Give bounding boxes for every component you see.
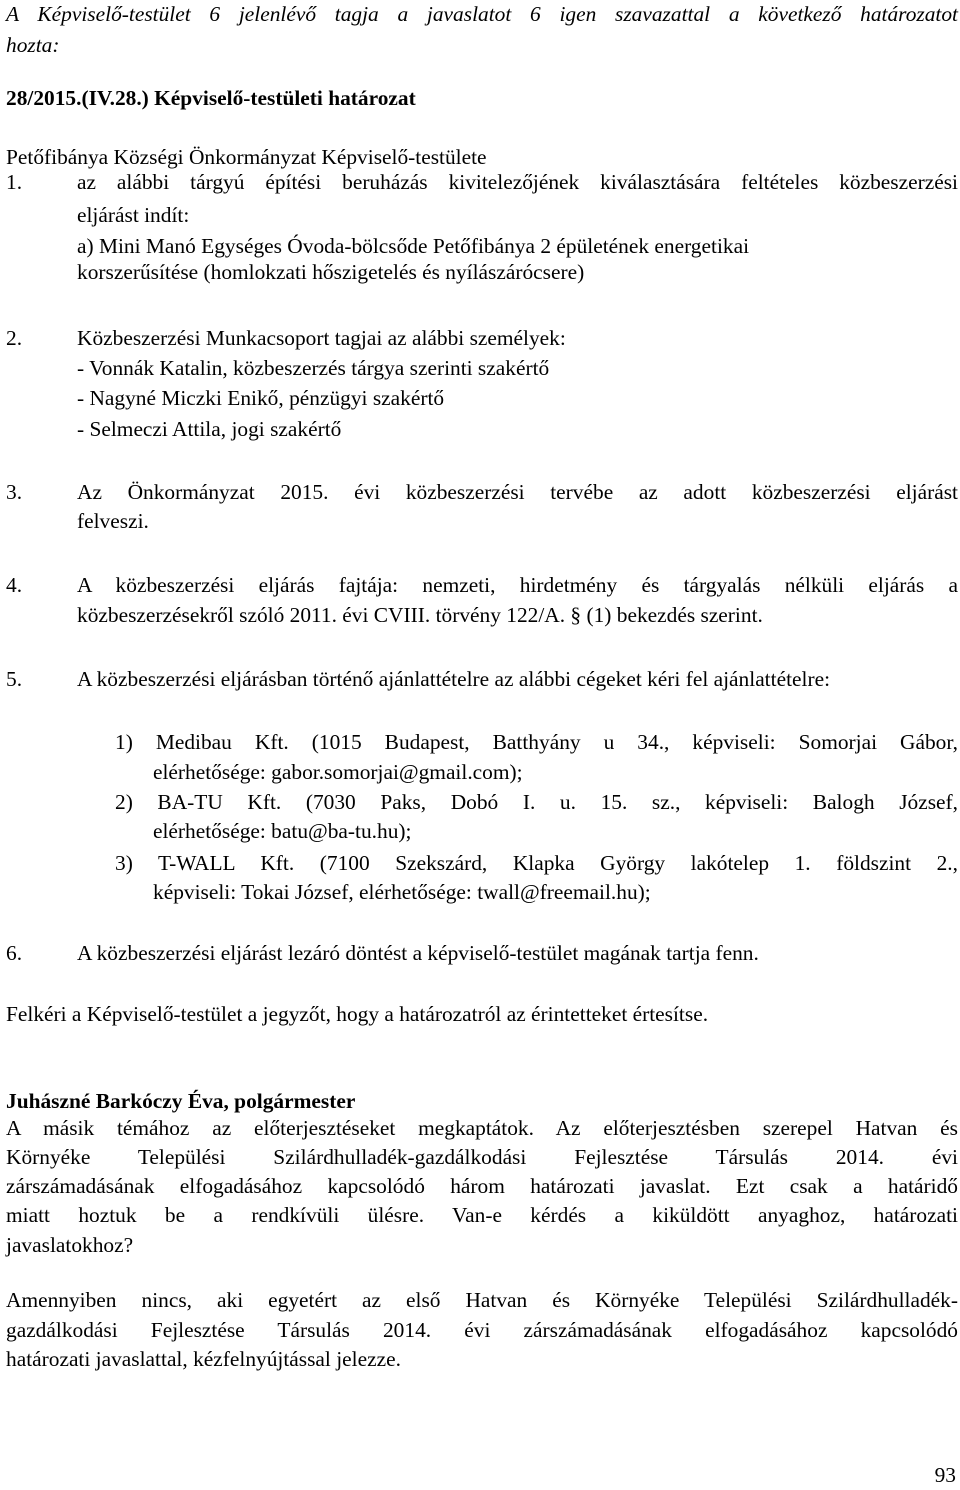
company-2-line-2: elérhetősége: batu@ba-tu.hu); [153, 819, 412, 843]
company-1-line-1: 1) Medibau Kft. (1015 Budapest, Batthyány u 34., képviseli: Somorjai Gábor, [115, 730, 958, 754]
point-5-number: 5. [6, 667, 23, 691]
point-6-number: 6. [6, 941, 23, 965]
point-2-number: 2. [6, 326, 23, 350]
speech-2-line-2: gazdálkodási Fejlesztése Társulás 2014. évi zárszámadásának elfogadásához kapcsolódó [6, 1318, 958, 1342]
point-1-line-1: az alábbi tárgyú építési beruházás kivitelezőjének kiválasztására feltételes közbeszerzési [77, 170, 958, 194]
company-3-line-2: képviseli: Tokai József, elérhetősége: twall@freemail.hu); [153, 880, 651, 904]
point-2-line-1: Közbeszerzési Munkacsoport tagjai az alábbi személyek: [77, 326, 566, 350]
speech-2-line-3: határozati javaslattal, kézfelnyújtással jelezze. [6, 1347, 401, 1371]
speech-2-line-1: Amennyiben nincs, aki egyetért az első Hatvan és Környéke Települési Szilárdhulladék- [6, 1288, 958, 1312]
point-3-line-2: felveszi. [77, 509, 149, 533]
company-3-line-1: 3) T-WALL Kft. (7100 Szekszárd, Klapka György lakótelep 1. földszint 2., [115, 851, 958, 875]
resolution-title: 28/2015.(IV.28.) Képviselő-testületi határozat [6, 86, 416, 110]
page-number: 93 [934, 1463, 956, 1487]
point-6-line-1: A közbeszerzési eljárást lezáró döntést a képviselő-testület magának tartja fenn. [77, 941, 759, 965]
body-name: Petőfibánya Községi Önkormányzat Képviselő-testülete [6, 145, 487, 169]
point-1-line-4: korszerűsítése (homlokzati hőszigetelés és nyílászárócsere) [77, 260, 585, 284]
point-4-line-2: közbeszerzésekről szóló 2011. évi CVIII. törvény 122/A. § (1) bekezdés szerint. [77, 603, 763, 627]
speech-1-line-5: javaslatokhoz? [6, 1233, 134, 1257]
speech-1-line-3: zárszámadásának elfogadásához kapcsolódó három határozati javaslat. Ezt csak a határidő [6, 1174, 958, 1198]
speech-1-line-4: miatt hoztuk be a rendkívüli ülésre. Van-e kérdés a kiküldött anyaghoz, határozati [6, 1203, 958, 1227]
point-1-number: 1. [6, 170, 23, 194]
speech-1-line-1: A másik témához az előterjesztéseket megkaptátok. Az előterjesztésben szerepel Hatvan és [6, 1116, 958, 1140]
speech-1-line-2: Környéke Települési Szilárdhulladék-gazdálkodási Fejlesztése Társulás 2014. évi [6, 1145, 958, 1169]
point-4-line-1: A közbeszerzési eljárás fajtája: nemzeti, hirdetmény és tárgyalás nélküli eljárás a [77, 573, 958, 597]
point-2-member-1: - Vonnák Katalin, közbeszerzés tárgya szerinti szakértő [77, 356, 550, 380]
request-line: Felkéri a Képviselő-testület a jegyzőt, hogy a határozatról az érintetteket értesítse. [6, 1002, 709, 1026]
intro-line-2: hozta: [6, 33, 60, 57]
point-2-member-2: - Nagyné Miczki Enikő, pénzügyi szakértő [77, 386, 445, 410]
point-5-line-1: A közbeszerzési eljárásban történő ajánlattételre az alábbi cégeket kéri fel ajánlattételre: [77, 667, 831, 691]
point-3-number: 3. [6, 480, 23, 504]
point-1-line-2: eljárást indít: [77, 203, 190, 227]
speaker-name: Juhászné Barkóczy Éva, polgármester [6, 1089, 356, 1113]
point-1-line-3: a) Mini Manó Egységes Óvoda-bölcsőde Petőfibánya 2 épületének energetikai [77, 234, 750, 258]
point-3-line-1: Az Önkormányzat 2015. évi közbeszerzési tervébe az adott közbeszerzési eljárást [77, 480, 958, 504]
intro-line-1: A Képviselő-testület 6 jelenlévő tagja a javaslatot 6 igen szavazattal a következő határozatot [6, 2, 958, 26]
company-2-line-1: 2) BA-TU Kft. (7030 Paks, Dobó I. u. 15. sz., képviseli: Balogh József, [115, 790, 958, 814]
point-2-member-3: - Selmeczi Attila, jogi szakértő [77, 417, 342, 441]
point-4-number: 4. [6, 573, 23, 597]
company-1-line-2: elérhetősége: gabor.somorjai@gmail.com); [153, 760, 523, 784]
